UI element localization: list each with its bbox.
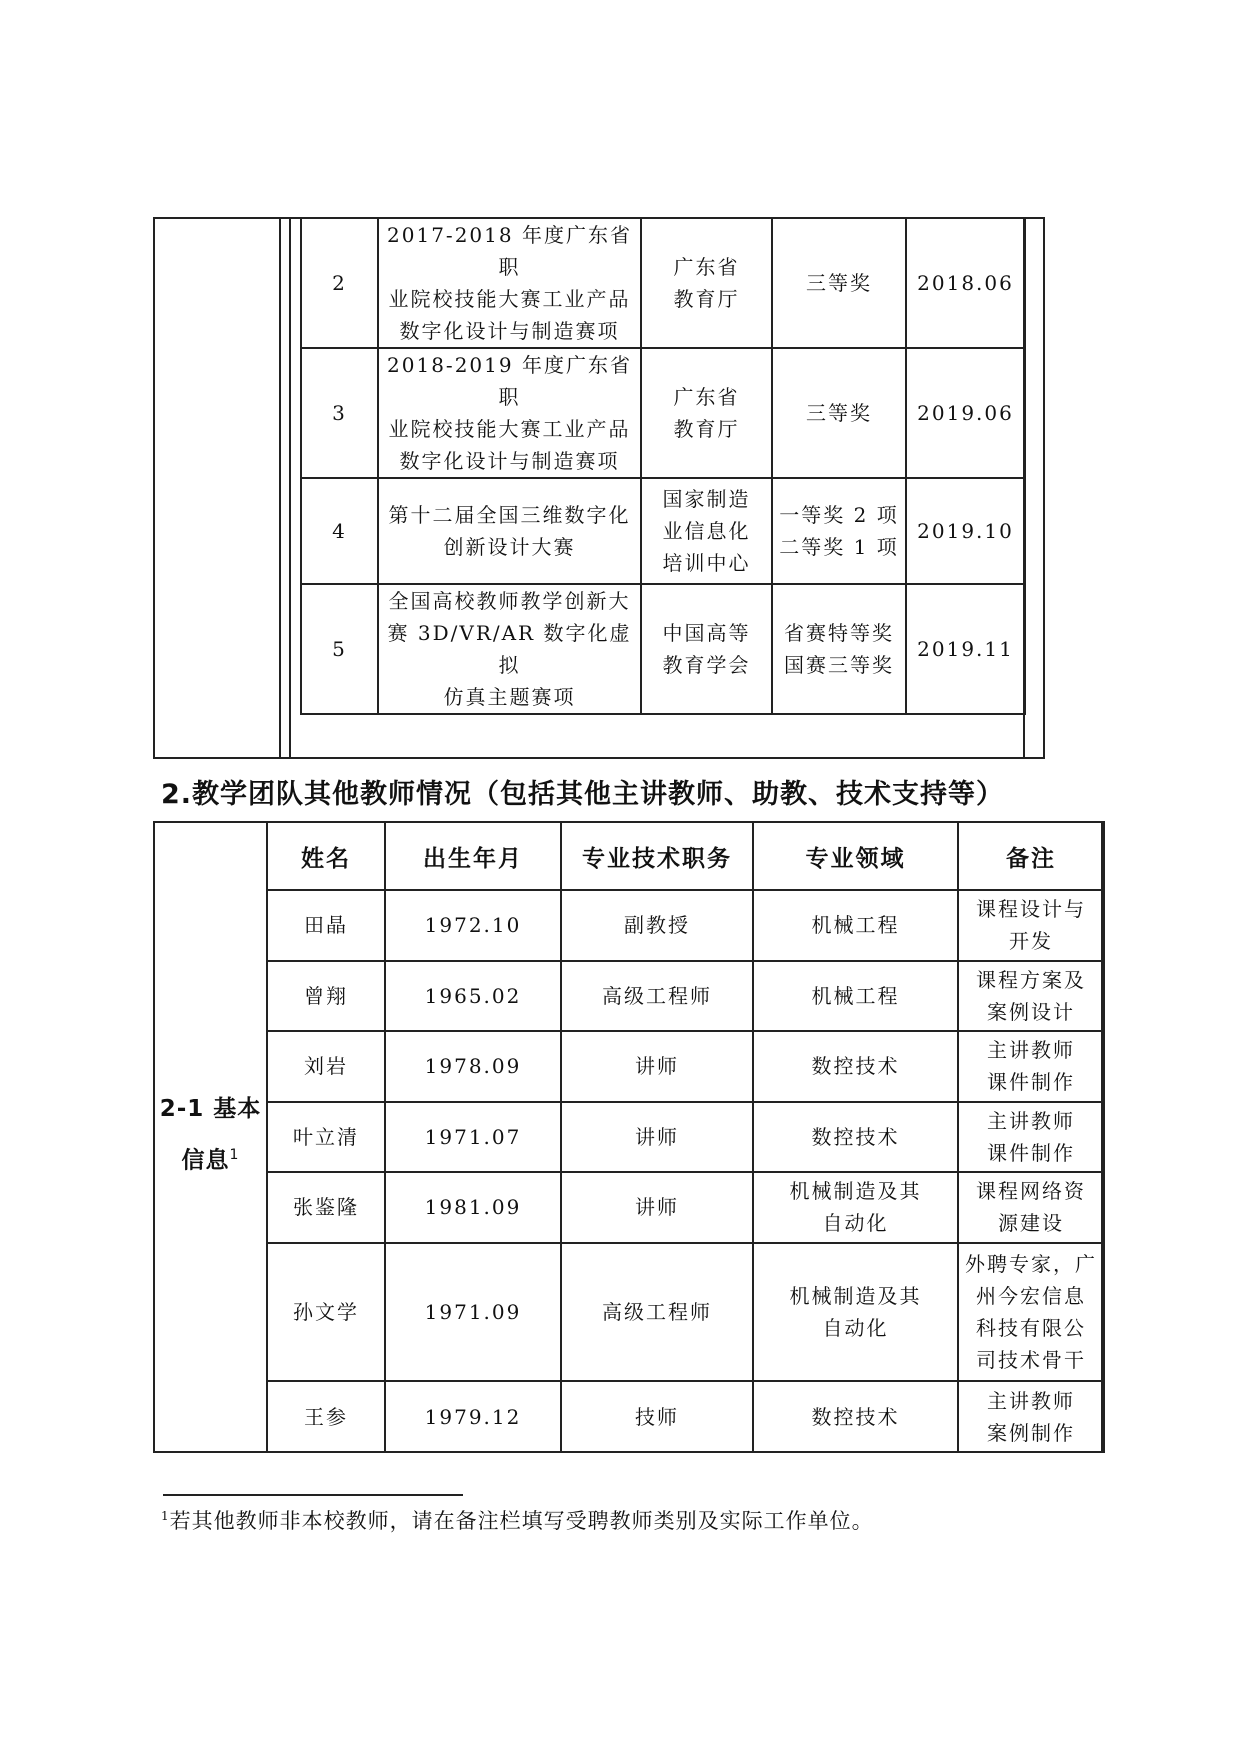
team-row xyxy=(267,1172,1104,1243)
team-row xyxy=(267,1243,1104,1382)
award-inner-left-line xyxy=(289,217,291,759)
award-date: 2019.10 xyxy=(906,478,1025,584)
award-organizer-line: 业信息化 xyxy=(662,519,751,543)
team-row xyxy=(267,1102,1104,1173)
teacher-note-line: 案例设计 xyxy=(987,999,1075,1024)
teacher-note xyxy=(958,1243,1104,1382)
award-name-line: 第十二届全国三维数字化 xyxy=(388,503,631,527)
teacher-note-line: 主讲教师 xyxy=(987,1388,1075,1413)
team-row xyxy=(267,1381,1104,1452)
award-level-line: 三等奖 xyxy=(806,401,872,425)
header-field: 专业领域 xyxy=(753,822,958,890)
teacher-note xyxy=(958,1031,1104,1102)
award-name xyxy=(378,218,641,348)
award-level-line: 三等奖 xyxy=(806,271,872,295)
footnote xyxy=(161,1505,874,1535)
teacher-note-line: 开发 xyxy=(1009,929,1053,954)
teacher-name: 曾翔 xyxy=(267,961,385,1032)
teacher-field xyxy=(753,1031,958,1102)
basic-info-label-line1: 2-1 基本 xyxy=(159,1096,262,1122)
teacher-field-line: 数控技术 xyxy=(811,1124,900,1149)
teacher-note xyxy=(958,1172,1104,1243)
footnote-text: 若其他教师非本校教师，请在备注栏填写受聘教师类别及实际工作单位。 xyxy=(169,1509,874,1533)
footnote-mark: 1 xyxy=(161,1509,170,1523)
team-row xyxy=(267,961,1104,1032)
teacher-birth: 1979.12 xyxy=(385,1381,561,1452)
award-level-line: 国赛三等奖 xyxy=(784,653,894,677)
basic-info-label-line2: 信息 xyxy=(181,1147,230,1174)
team-row xyxy=(267,890,1104,961)
teacher-note xyxy=(958,1381,1104,1452)
teacher-name: 王参 xyxy=(267,1381,385,1452)
footnote-separator xyxy=(163,1494,463,1496)
teacher-title: 高级工程师 xyxy=(561,1243,753,1382)
award-level-line: 一等奖 2 项 xyxy=(779,503,899,527)
award-name-line: 业院校技能大赛工业产品 xyxy=(388,287,631,311)
teacher-birth: 1971.07 xyxy=(385,1102,561,1173)
award-organizer xyxy=(641,348,772,478)
award-level xyxy=(772,348,906,478)
award-level-line: 省赛特等奖 xyxy=(784,621,894,645)
award-label-column-divider xyxy=(279,217,281,759)
teacher-field xyxy=(753,961,958,1032)
award-name-line: 创新设计大赛 xyxy=(443,535,576,559)
header-birth: 出生年月 xyxy=(385,822,561,890)
teacher-note-line: 课程方案及 xyxy=(976,967,1086,992)
footnote-ref: 1 xyxy=(229,1147,240,1163)
teacher-name: 张鉴隆 xyxy=(267,1172,385,1243)
teacher-field-line: 机械制造及其 xyxy=(789,1179,922,1204)
award-organizer xyxy=(641,218,772,348)
teacher-name: 田晶 xyxy=(267,890,385,961)
award-organizer xyxy=(641,584,772,714)
teacher-field-line: 数控技术 xyxy=(811,1054,900,1079)
award-organizer-line: 教育学会 xyxy=(662,653,751,677)
teacher-note xyxy=(958,1102,1104,1173)
award-name-line: 数字化设计与制造赛项 xyxy=(399,319,620,343)
teacher-note-line: 科技有限公 xyxy=(976,1316,1086,1341)
teacher-note-line: 课程网络资 xyxy=(976,1179,1086,1204)
team-header-row xyxy=(267,822,1104,890)
award-name-line: 2017-2018 年度广东省职 xyxy=(387,223,632,279)
basic-info-label xyxy=(155,1086,266,1184)
teacher-birth: 1981.09 xyxy=(385,1172,561,1243)
teacher-field xyxy=(753,1102,958,1173)
award-number: 2 xyxy=(301,218,378,348)
award-organizer-line: 教育厅 xyxy=(673,287,740,311)
award-name xyxy=(378,478,641,584)
award-number: 4 xyxy=(301,478,378,584)
teacher-note-line: 课件制作 xyxy=(987,1070,1075,1095)
awards-table xyxy=(300,217,1026,715)
teacher-field-line: 机械工程 xyxy=(811,913,900,938)
award-number: 3 xyxy=(301,348,378,478)
award-organizer-line: 广东省 xyxy=(673,385,740,409)
teacher-note-line: 州今宏信息 xyxy=(976,1284,1086,1309)
teacher-field-line: 自动化 xyxy=(822,1316,889,1341)
award-name xyxy=(378,584,641,714)
teacher-note xyxy=(958,890,1104,961)
teacher-note-line: 源建设 xyxy=(998,1211,1064,1236)
award-organizer-line: 广东省 xyxy=(673,255,740,279)
teacher-field-line: 数控技术 xyxy=(811,1404,900,1429)
teacher-birth: 1965.02 xyxy=(385,961,561,1032)
teacher-field xyxy=(753,1381,958,1452)
teacher-field xyxy=(753,890,958,961)
teacher-note-line: 案例制作 xyxy=(987,1420,1075,1445)
award-row xyxy=(301,584,1025,714)
teacher-field-line: 自动化 xyxy=(822,1211,889,1236)
teacher-note-line: 司技术骨干 xyxy=(976,1348,1086,1373)
teacher-title: 技师 xyxy=(561,1381,753,1452)
award-name-line: 仿真主题赛项 xyxy=(443,685,576,709)
teacher-field-line: 机械制造及其 xyxy=(789,1284,922,1309)
award-organizer-line: 国家制造 xyxy=(662,487,751,511)
award-level xyxy=(772,478,906,584)
award-number: 5 xyxy=(301,584,378,714)
teacher-note-line: 课件制作 xyxy=(987,1140,1075,1165)
teacher-note-line: 外聘专家，广 xyxy=(965,1252,1097,1277)
header-note: 备注 xyxy=(958,822,1104,890)
award-organizer xyxy=(641,478,772,584)
teacher-note-line: 课程设计与 xyxy=(976,897,1086,922)
team-table xyxy=(266,821,1105,1453)
section-title: 2.教学团队其他教师情况（包括其他主讲教师、助教、技术支持等） xyxy=(161,779,1005,810)
award-date: 2019.06 xyxy=(906,348,1025,478)
award-organizer-line: 中国高等 xyxy=(662,621,751,645)
teacher-birth: 1971.09 xyxy=(385,1243,561,1382)
award-date: 2018.06 xyxy=(906,218,1025,348)
teacher-birth: 1978.09 xyxy=(385,1031,561,1102)
award-row xyxy=(301,348,1025,478)
teacher-name: 叶立清 xyxy=(267,1102,385,1173)
teacher-title: 讲师 xyxy=(561,1031,753,1102)
teacher-field xyxy=(753,1243,958,1382)
teacher-birth: 1972.10 xyxy=(385,890,561,961)
teacher-note-line: 主讲教师 xyxy=(987,1108,1075,1133)
award-organizer-line: 教育厅 xyxy=(673,417,740,441)
teacher-title: 讲师 xyxy=(561,1102,753,1173)
team-row xyxy=(267,1031,1104,1102)
award-name-line: 数字化设计与制造赛项 xyxy=(399,449,620,473)
teacher-title: 副教授 xyxy=(561,890,753,961)
award-name xyxy=(378,348,641,478)
teacher-note-line: 主讲教师 xyxy=(987,1038,1075,1063)
teacher-name: 刘岩 xyxy=(267,1031,385,1102)
teacher-field-line: 机械工程 xyxy=(811,983,900,1008)
award-row xyxy=(301,478,1025,584)
award-name-line: 业院校技能大赛工业产品 xyxy=(388,417,631,441)
award-name-line: 赛 3D/VR/AR 数字化虚拟 xyxy=(387,621,632,677)
teacher-name: 孙文学 xyxy=(267,1243,385,1382)
teacher-field xyxy=(753,1172,958,1243)
award-name-line: 全国高校教师教学创新大 xyxy=(388,589,631,613)
teacher-title: 高级工程师 xyxy=(561,961,753,1032)
award-organizer-line: 培训中心 xyxy=(662,551,751,575)
teacher-note xyxy=(958,961,1104,1032)
header-name: 姓名 xyxy=(267,822,385,890)
award-level-line: 二等奖 1 项 xyxy=(779,535,899,559)
award-date: 2019.11 xyxy=(906,584,1025,714)
award-row xyxy=(301,218,1025,348)
award-level xyxy=(772,218,906,348)
award-name-line: 2018-2019 年度广东省职 xyxy=(387,353,632,409)
award-level xyxy=(772,584,906,714)
teacher-title: 讲师 xyxy=(561,1172,753,1243)
header-title: 专业技术职务 xyxy=(561,822,753,890)
